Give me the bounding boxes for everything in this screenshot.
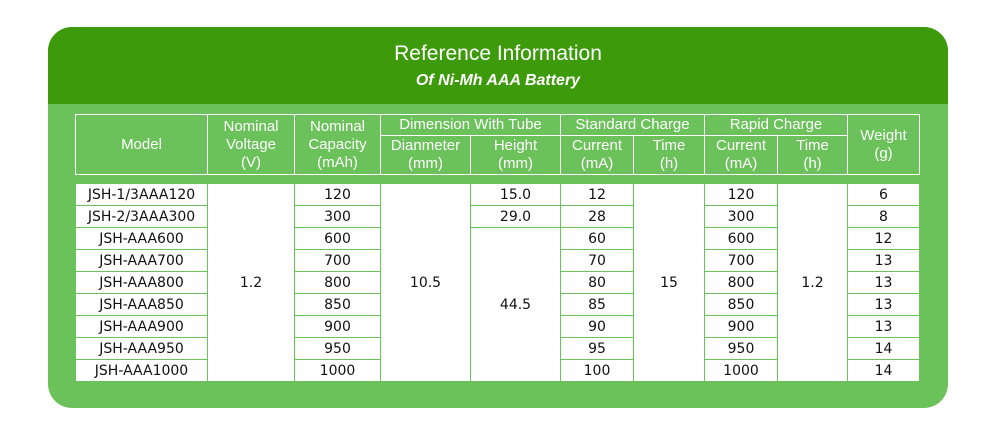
- col-header-std-time: [633, 135, 705, 175]
- rapid-current-cell: 900: [704, 315, 778, 338]
- std-current-cell: 80: [560, 271, 634, 294]
- col-header-std-current-line1: Current: [571, 137, 623, 154]
- rapid-current-cell: 120: [704, 183, 778, 206]
- capacity-cell: 850: [294, 293, 381, 316]
- page-subtitle: Of Ni-Mh AAA Battery: [415, 72, 581, 89]
- col-header-weight: [847, 114, 920, 175]
- rapid-current-cell: 300: [704, 205, 778, 228]
- col-header-rapid-time-line1: Time: [796, 137, 829, 154]
- rapid-current-cell: 600: [704, 227, 778, 250]
- capacity-cell: 120: [294, 183, 381, 206]
- col-header-std-current-line2: (mA): [580, 155, 614, 172]
- col-group-standard: [560, 114, 705, 136]
- capacity-cell: 700: [294, 249, 381, 272]
- capacity-cell: 1000: [294, 359, 381, 382]
- rapid-current-cell: 950: [704, 337, 778, 360]
- col-header-rapid-time: [777, 135, 848, 175]
- col-header-height: [470, 135, 561, 175]
- capacity-cell: 950: [294, 337, 381, 360]
- col-header-std-current: [560, 135, 634, 175]
- col-header-rapid-time-line2: (h): [803, 155, 822, 172]
- model-cell: JSH-AAA900: [75, 315, 208, 338]
- std-current-cell: 60: [560, 227, 634, 250]
- col-header-std-time-line2: (h): [659, 155, 679, 172]
- rapid-current-cell: 700: [704, 249, 778, 272]
- capacity-cell: 900: [294, 315, 381, 338]
- model-cell: JSH-AAA700: [75, 249, 208, 272]
- col-group-rapid-text: Rapid Charge: [729, 116, 823, 133]
- col-header-capacity: [294, 114, 381, 175]
- height-cell-rest: 44.5: [470, 227, 561, 382]
- capacity-cell: 300: [294, 205, 381, 228]
- col-header-diameter: [380, 135, 471, 175]
- height-cell-1: 15.0: [470, 183, 561, 206]
- weight-cell: 13: [847, 271, 920, 294]
- weight-cell: 14: [847, 359, 920, 382]
- col-header-height-line1: Height: [493, 137, 538, 154]
- col-header-weight-line2: (g): [874, 144, 893, 162]
- std-current-cell: 28: [560, 205, 634, 228]
- weight-cell: 13: [847, 293, 920, 316]
- col-header-diameter-line2: (mm): [408, 155, 443, 172]
- col-header-capacity-line1: Nominal: [309, 117, 366, 135]
- col-header-std-time-line1: Time: [652, 137, 686, 154]
- col-header-rapid-current-line1: Current: [715, 137, 767, 154]
- col-group-dimension-text: Dimension With Tube: [399, 116, 542, 133]
- voltage-cell: 1.2: [207, 183, 295, 382]
- model-cell: JSH-AAA600: [75, 227, 208, 250]
- col-header-capacity-line3: (mAh): [317, 153, 358, 171]
- capacity-cell: 600: [294, 227, 381, 250]
- weight-cell: 13: [847, 249, 920, 272]
- std-current-cell: 12: [560, 183, 634, 206]
- rapid-time-cell: 1.2: [777, 183, 848, 382]
- col-header-rapid-current-line2: (mA): [724, 155, 758, 172]
- col-header-model-text: Model: [121, 135, 162, 153]
- model-cell: JSH-AAA850: [75, 293, 208, 316]
- model-cell: JSH-1/3AAA120: [75, 183, 208, 206]
- weight-cell: 6: [847, 183, 920, 206]
- col-group-standard-text: Standard Charge: [575, 116, 690, 133]
- model-cell: JSH-AAA800: [75, 271, 208, 294]
- col-header-voltage-line1: Nominal: [223, 117, 279, 135]
- card-header: [48, 27, 948, 104]
- col-header-rapid-current: [704, 135, 778, 175]
- std-time-cell: 15: [633, 183, 705, 382]
- col-header-voltage-line3: (V): [241, 153, 261, 171]
- col-header-voltage-line2: Voltage: [225, 135, 277, 153]
- std-current-cell: 70: [560, 249, 634, 272]
- col-header-diameter-line1: Dianmeter: [390, 137, 461, 154]
- col-header-model: [75, 114, 208, 175]
- capacity-cell: 800: [294, 271, 381, 294]
- rapid-current-cell: 1000: [704, 359, 778, 382]
- col-header-voltage: [207, 114, 295, 175]
- weight-cell: 8: [847, 205, 920, 228]
- std-current-cell: 85: [560, 293, 634, 316]
- std-current-cell: 95: [560, 337, 634, 360]
- page-title: Reference Information: [394, 42, 602, 65]
- col-header-capacity-line2: Capacity: [308, 135, 367, 153]
- weight-cell: 12: [847, 227, 920, 250]
- col-header-height-line2: (mm): [498, 155, 533, 172]
- diameter-cell: 10.5: [380, 183, 471, 382]
- weight-cell: 13: [847, 315, 920, 338]
- col-group-dimension: [380, 114, 561, 136]
- rapid-current-cell: 850: [704, 293, 778, 316]
- rapid-current-cell: 800: [704, 271, 778, 294]
- height-cell-2: 29.0: [470, 205, 561, 228]
- std-current-cell: 90: [560, 315, 634, 338]
- std-current-cell: 100: [560, 359, 634, 382]
- col-header-weight-line1: Weight: [860, 126, 907, 144]
- model-cell: JSH-AAA950: [75, 337, 208, 360]
- model-cell: JSH-2/3AAA300: [75, 205, 208, 228]
- weight-cell: 14: [847, 337, 920, 360]
- model-cell: JSH-AAA1000: [75, 359, 208, 382]
- col-group-rapid: [704, 114, 848, 136]
